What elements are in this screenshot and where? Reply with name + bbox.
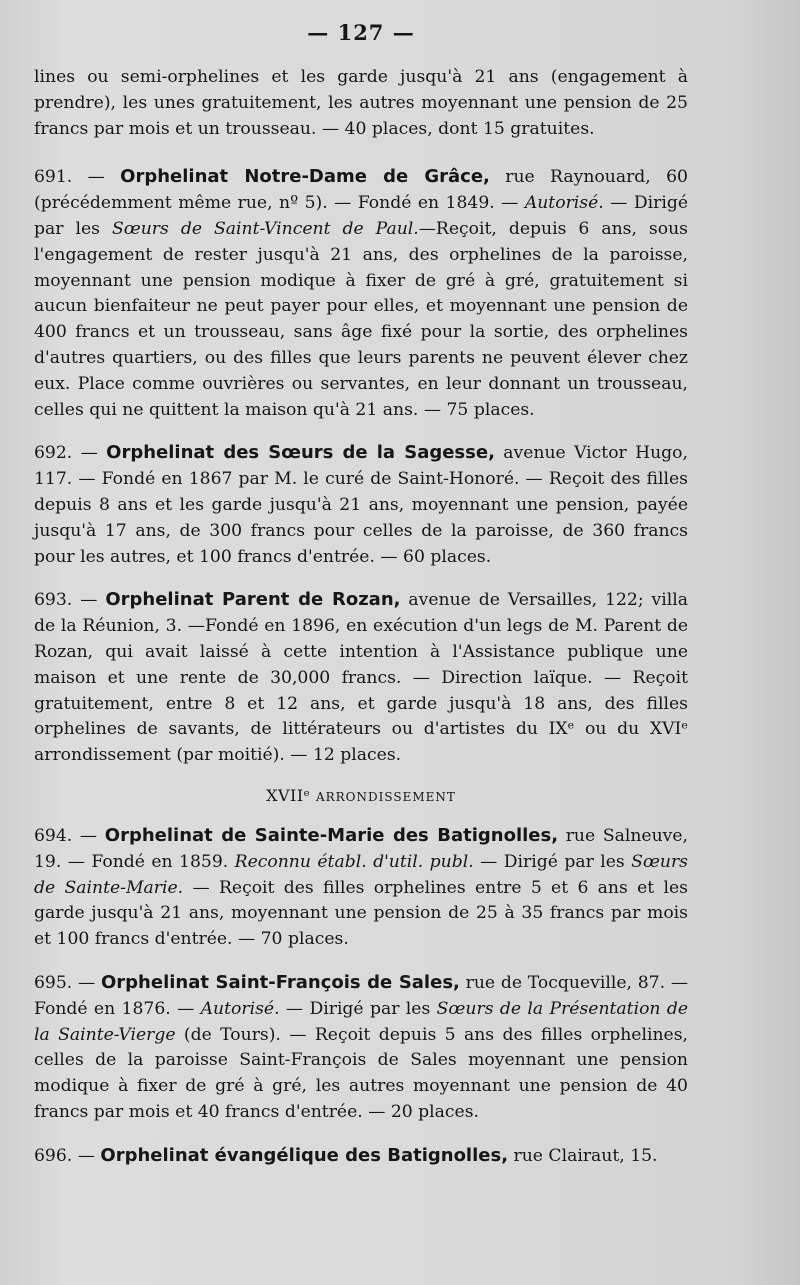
entry-text: — Dirigé par les [473,851,632,872]
entry-text: rue Salneuve, 19. — Fondé en 1859. [34,825,688,872]
entry-text: rue Clairaut, 15. [508,1145,658,1166]
entry-title: Orphelinat évangélique des Batignolles, [100,1144,509,1166]
entry-695 [34,970,688,1126]
entry-696 [34,1143,688,1170]
entry-status: Reconnu établ. d'util. publ. [234,851,474,872]
entry-number: 695. — [34,972,96,993]
entry-title: Orphelinat des Sœurs de la Sagesse, [106,442,495,464]
continued-paragraph: lines ou semi-orphelines et les garde jusqu'à 21 ans (engagement à prendre), les unes gratuitement, les autres moyennant une pension de 25 francs par mois et un trousseau. — 40 places, dont 15 gratuites. [34,67,688,139]
section-heading [34,786,688,805]
entry-text: —Reçoit, depuis 6 ans, sous l'engagement de rester jusqu'à 21 ans, des orphelines de la paroisse, moyennant une pension modique à fixer de gré à gré, gratuitement si aucun bienfaiteur ne peut payer pour elles, et moyennant une pension de 400 francs et un trousseau, sans âge fixé pour la sortie, des orphelines d'autres quartiers, ou des filles que leurs parents ne peuvent élever chez eux. Place comme ouvrières ou servantes, en leur donnant un trousseau, celles qui ne quittent la maison qu'à 21 ans. — 75 places. [34,218,688,420]
entry-text: rue Raynouard, 60 (précédemment même rue, nº 5). — Fondé en 1849. — [34,167,688,214]
entry-693 [34,587,688,769]
entry-number: 691. — [34,167,105,188]
entry-text: — Dirigé par les [34,193,688,239]
entry-order: Sœurs de la Présentation de la Sainte-Vierge [34,998,689,1045]
entry-text: — Dirigé par les [279,998,437,1019]
entry-title: Orphelinat Saint-François de Sales, [100,971,460,993]
entry-title: Orphelinat Parent de Rozan, [105,589,401,611]
section-heading-prefix: XVIIᵉ [266,785,311,805]
entry-order: Sœurs de Sainte-Marie. [34,851,688,898]
entry-number: 694. — [34,825,98,846]
entry-status: Autorisé. [200,998,280,1019]
entry-title: Orphelinat de Sainte-Marie des Batignolles, [104,824,559,846]
entry-text: avenue Victor Hugo, 117. — Fondé en 1867 par M. le curé de Saint-Honoré. — Reçoit des filles depuis 8 ans et les garde jusqu'à 21 ans, moyennant une pension, payée jusqu'à 17 ans, de 300 francs pour celles de la paroisse, de 360 francs pour les autres, et 100 francs d'entrée. — 60 places. [34,443,688,567]
entry-text: — Reçoit des filles orphelines entre 5 et 6 ans et les garde jusqu'à 21 ans, moyennant une pension de 25 à 35 francs par mois et 100 francs d'entrée. — 70 places. [34,877,689,950]
entry-text: rue de Tocqueville, 87. — Fondé en 1876. — [34,972,689,1019]
entry-692 [34,440,688,570]
entry-title: Orphelinat Notre-Dame de Grâce, [120,166,490,188]
page-number: — 127 — [307,20,415,45]
entry-number: 696. — [34,1145,95,1166]
entry-number: 692. — [34,443,98,464]
section-heading-label: ARRONDISSEMENT [315,789,456,804]
entry-694 [34,823,688,953]
entry-status: Autorisé. [524,193,604,214]
entry-691 [34,164,688,423]
entry-number: 693. — [34,590,98,611]
entry-order: Sœurs de Saint-Vincent de Paul. [111,218,419,239]
entry-text: (de Tours). — Reçoit depuis 5 ans des filles orphelines, celles de la paroisse Saint-François de Sales moyennant une pension modique à fixer de gré à gré, les autres moyennant une pension de 40 francs par mois et 40 francs d'entrée. — 20 places. [34,1024,688,1122]
entry-text: avenue de Versailles, 122; villa de la Réunion, 3. —Fondé en 1896, en exécution d'un legs de M. Parent de Rozan, qui avait laissé à cette intention à l'Assistance publique une maison et une rente de 30,000 francs. — Direction laïque. — Reçoit gratuitement, entre 8 et 12 ans, et garde jusqu'à 18 ans, des filles orphelines de savants, de littérateurs ou d'artistes du IXᵉ ou du XVIᵉ arrondissement (par moitié). — 12 places. [34,590,688,766]
